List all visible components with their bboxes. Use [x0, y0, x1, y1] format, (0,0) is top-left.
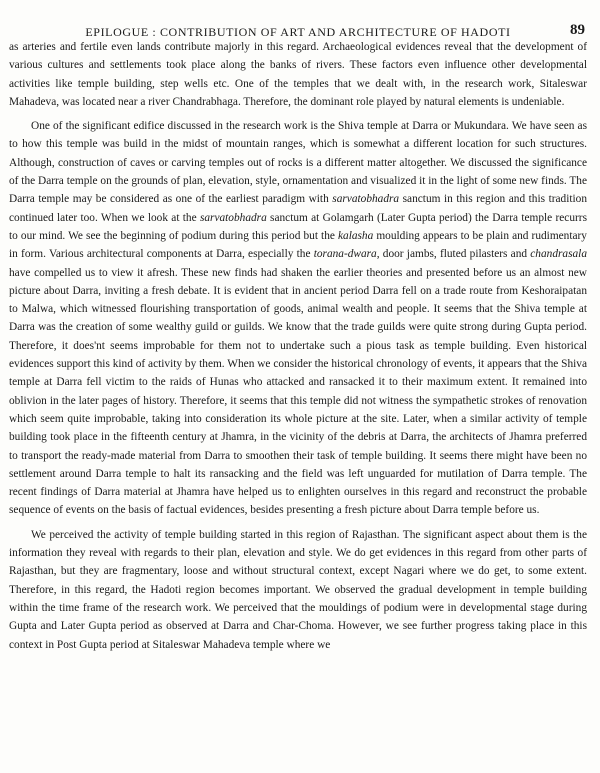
- page-number: 89: [570, 22, 585, 38]
- text-run: moulding appears to be plain and rudimentary in form. Various architectural components at Darra, especially the: [9, 229, 587, 261]
- paragraph: [9, 38, 587, 111]
- text-run: have compelled us to view it afresh. These new finds had shaken the earlier theories and presented before us an almost new picture about Darra, inviting a fresh debate. It is evident that in ancient period Darra fell on a trade route from Keshoraipatan to Malwa, which witnessed flourishing transportation of goods, animal wealth and people. It seems that the Shiva temple at Darra was the creation of some wealthy guild or guilds. We know that the trade guilds were quite strong during Gupta period. Therefore, it does'nt seems improbable for them not to undertake such a pious task as temple building. Even historical evidences support this kind of activity by them. When we consider the historical chronology of events, it appears that the Shiva temple at Darra fell victim to the raids of Hunas who attacked and ransacked it to their maximum extent. It remained into oblivion in the later pages of history. Therefore, it seems that this temple did not witness the sympathetic strokes of renovation which seem quite improbable, taking into consideration its whole picture at the site. Later, when a similar activity of temple building took place in the fifteenth century at Jhamra, in the vicinity of the debris at Darra, the architects of Jhamra preferred to transport the ready-made material from Darra to smoothen their task of temple building. It seems there might have been no settlement around Darra temple to halt its ransacking and the field was left unguarded for mutilation of Darra temple. The recent findings of Darra material at Jhamra have helped us to enlighten ourselves in this regard and reconstruct the probable sequence of events on the basis of factual evidences, besides presenting a fresh picture about Darra temple before us.: [9, 266, 587, 517]
- text-run: sanctum at Golamgarh (Later Gupta period) the Darra temple recurrs to our mind. We see the beginning of podium during this period but the: [9, 211, 587, 242]
- italic-term: torana-dwara: [313, 248, 377, 261]
- text-run: We perceived the activity of temple building started in this region of Rajasthan. The significant aspect about them is the information they reveal with regards to their plan, elevation and style. We do get evidences in this regard from other parts of Rajasthan, but they are fragmentary, loose and without structural context, except Nagari where we do get, to some extent. Therefore, in this regard, the Hadoti region becomes important. We observed the gradual development in temple building within the time frame of the research work. We perceived that the mouldings of podium were in developmental stage during Gupta and Later Gupta period as observed at Darra and Char-Choma. However, we see further progress taking place in this context in Post Gupta period at Sitaleswar Mahadeva temple where we: [9, 528, 587, 651]
- body-text: [9, 38, 587, 654]
- text-run: sanctum in this region and this tradition continued later too. When we look at the: [9, 193, 588, 224]
- text-run: , door jambs, fluted pilasters and: [376, 248, 531, 261]
- running-head: EPILOGUE : CONTRIBUTION OF ART AND ARCHITECTURE OF HADOTI: [85, 25, 511, 39]
- text-run: One of the significant edifice discussed in the research work is the Shiva temple at Darra or Mukundara. We have seen as to how this temple was build in the midst of mountain ranges, which is somewhat a different location for such structures. Although, construction of caves or carving temples out of rocks is a different matter altogether. We discussed the significance of the Darra temple on the grounds of plan, elevation, style, ornamentation and visualized it in the light of some new finds. The Darra temple may be considered as one of the earliest paradigm with: [9, 120, 587, 206]
- text-run: as arteries and fertile even lands contribute majorly in this regard. Archaeological evidences reveal that the development of various cultures and settlements took place along the banks of rivers. These factors even influence other developmental activities like temple building, step wells etc. One of the temples that we dealt with, in the research work, Sitaleswar Mahadeva, was located near a river Chandrabhaga. Therefore, the dominant role played by natural elements is undeniable.: [9, 41, 587, 108]
- italic-term: chandrasala: [530, 248, 587, 261]
- paragraph: [9, 117, 587, 520]
- italic-term: kalasha: [337, 229, 374, 242]
- paragraph: [9, 526, 587, 654]
- italic-term: sarvatobhadra: [199, 211, 267, 224]
- italic-term: sarvatobhadra: [332, 193, 400, 206]
- page-header: [9, 0, 587, 38]
